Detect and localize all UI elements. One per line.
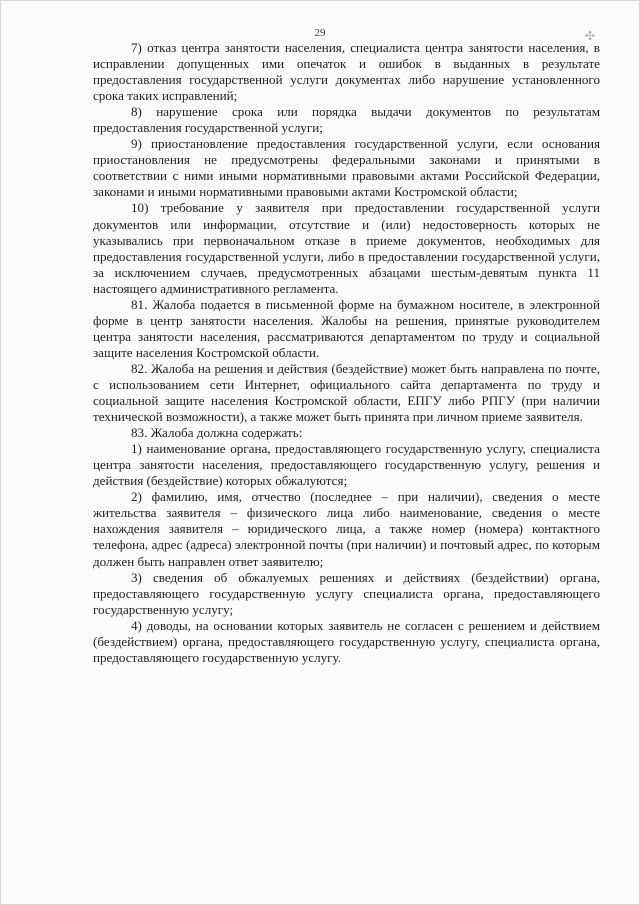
paragraph-9: 9) приостановление предоставления государственной услуги, если основания приостановления не предусмотрены федеральными законами и принятыми в соответствии с ними иными нормативными правовыми актами Российской Федерации, законами и иными нормативными правовыми актами Костромской области;: [93, 136, 600, 200]
corner-mark-icon: ✣: [585, 29, 596, 43]
paragraph-83-4: 4) доводы, на основании которых заявитель не согласен с решением и действием (бездействием) органа, предоставляющего государственную услугу, специалиста органа, предоставляющего государственную услугу.: [93, 617, 600, 665]
paragraph-83-1: 1) наименование органа, предоставляющего государственную услугу, специалиста центра занятости населения, предоставляющего государственную услугу, решения и действия (бездействие) которых обжалуются;: [93, 441, 600, 489]
paragraph-83: 83. Жалоба должна содержать:: [131, 425, 303, 441]
document-body: [93, 40, 600, 666]
paragraph-10: 10) требование у заявителя при предоставлении государственной услуги документов или информации, отсутствие и (или) недостоверность которых не указывались при первоначальном отказе в приеме документов, необходимых для предоставления государственной услуги, либо в предоставлении государственной услуги, за исключением случаев, предусмотренных абзацами шестым-девятым пункта 11 настоящего административного регламента.: [93, 200, 600, 296]
paragraph-82: 82. Жалоба на решения и действия (бездействие) может быть направлена по почте, с использованием сети Интернет, официального сайта департамента по труду и социальной защите населения Костромской области, ЕПГУ либо РПГУ (при наличии технической возможности), а также может быть принята при личном приеме заявителя.: [93, 360, 600, 425]
paragraph-81: 81. Жалоба подается в письменной форме на бумажном носителе, в электронной форме в центр занятости населения. Жалобы на решения, принятые руководителем центра занятости населения, рассматриваются департаментом по труду и социальной защите населения Костромской области.: [93, 296, 600, 360]
page-number: 29: [314, 27, 326, 39]
paragraph-83-3: 3) сведения об обжалуемых решениях и действиях (бездействии) органа, предоставляющего государственную услугу специалиста органа, предоставляющего государственную услугу;: [93, 569, 600, 617]
paragraph-7: 7) отказ центра занятости населения, специалиста центра занятости населения, в исправлении допущенных ими опечаток и ошибок в выданных в результате предоставления государственной услуги документах либо нарушение установленного срока таких исправлений;: [93, 40, 600, 104]
paragraph-8: 8) нарушение срока или порядка выдачи документов по результатам предоставления государственной услуги;: [93, 104, 600, 136]
paragraph-83-2: 2) фамилию, имя, отчество (последнее – при наличии), сведения о месте жительства заявителя – физического лица либо наименование, сведения о месте нахождения заявителя – юридического лица, а также номер (номера) контактного телефона, адрес (адреса) электронной почты (при наличии) и почтовый адрес, по которым должен быть направлен ответ заявителю;: [93, 489, 600, 569]
